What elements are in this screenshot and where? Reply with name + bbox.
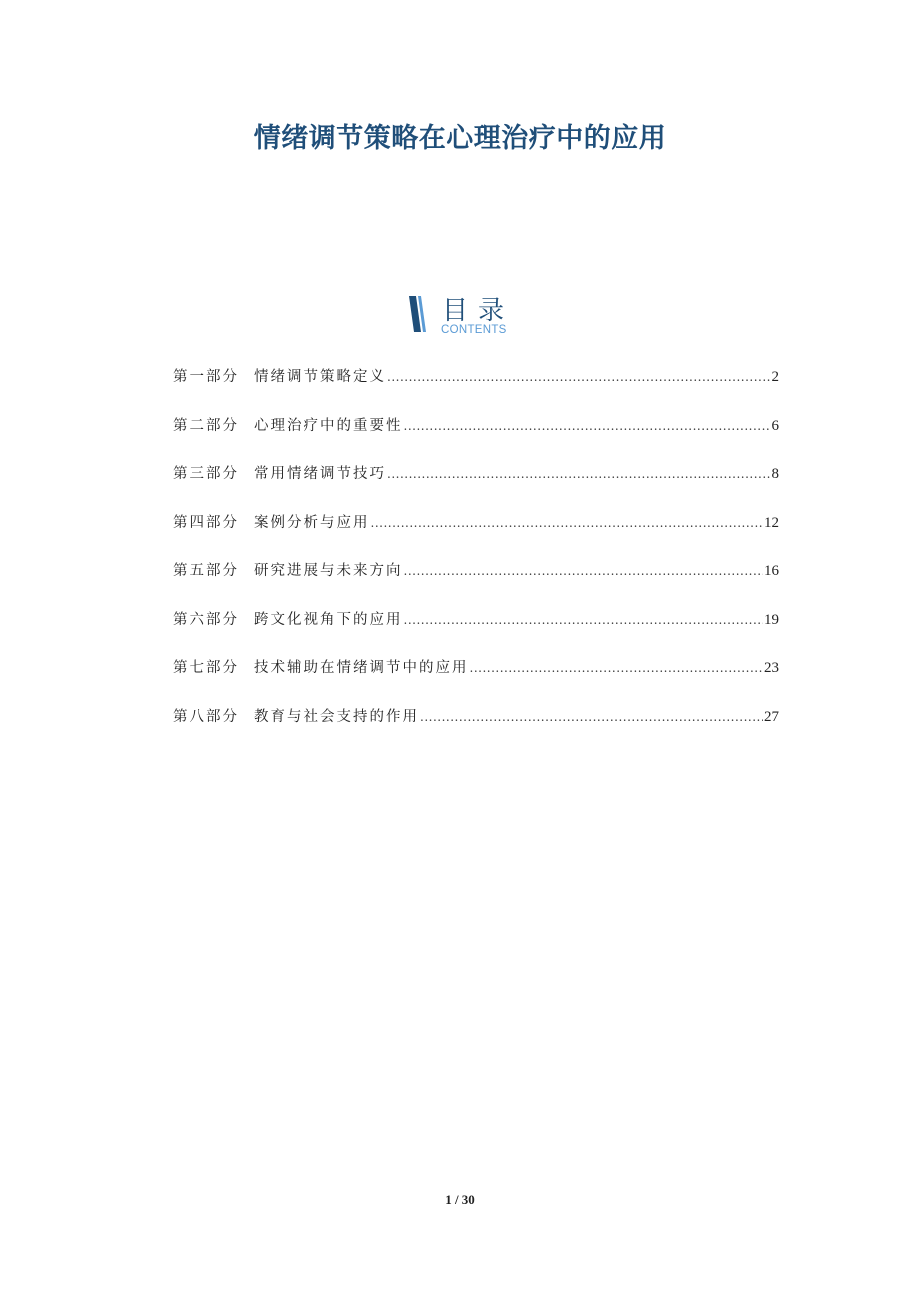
toc-dot-leader	[404, 607, 764, 633]
toc-entry-page: 19	[764, 611, 779, 628]
toc-entry-page: 2	[771, 369, 779, 385]
toc-entry-part: 第七部分	[173, 660, 239, 676]
toc-entry-title: 教育与社会支持的作用	[254, 708, 419, 725]
toc-subtitle: CONTENTS	[441, 324, 507, 336]
toc-header	[408, 292, 528, 342]
toc-entry[interactable]	[173, 704, 779, 753]
toc-entry-part: 第八部分	[173, 708, 239, 725]
toc-list	[173, 364, 779, 752]
toc-dot-leader	[371, 510, 764, 536]
toc-entry-page: 16	[764, 563, 779, 579]
toc-dot-leader	[470, 655, 764, 681]
toc-entry[interactable]	[173, 607, 779, 656]
toc-entry[interactable]	[173, 364, 779, 413]
toc-entry-page: 8	[771, 466, 779, 482]
page-number: 1 / 30	[445, 1192, 475, 1207]
toc-dot-leader	[404, 558, 764, 584]
toc-entry-title: 心理治疗中的重要性	[254, 417, 403, 434]
toc-entry-title: 案例分析与应用	[254, 514, 370, 531]
toc-entry-part: 第一部分	[173, 369, 239, 385]
toc-entry[interactable]	[173, 461, 779, 510]
toc-entry-page: 6	[771, 417, 779, 434]
toc-entry[interactable]	[173, 510, 779, 559]
document-title: 情绪调节策略在心理治疗中的应用	[253, 123, 667, 154]
toc-entry-part: 第二部分	[173, 417, 239, 434]
toc-entry-title: 情绪调节策略定义	[254, 369, 386, 385]
toc-title: 目录	[442, 296, 515, 326]
toc-dot-leader	[404, 413, 771, 439]
toc-entry-title: 研究进展与未来方向	[254, 563, 403, 579]
toc-entry-title: 常用情绪调节技巧	[254, 466, 386, 482]
toc-entry-part: 第四部分	[173, 514, 239, 531]
toc-entry-part: 第五部分	[173, 563, 239, 579]
toc-dot-leader	[420, 704, 763, 730]
toc-entry-title: 技术辅助在情绪调节中的应用	[254, 660, 469, 676]
slanted-bars-logo-icon	[408, 296, 432, 332]
toc-entry[interactable]	[173, 413, 779, 462]
toc-entry[interactable]	[173, 558, 779, 607]
toc-entry-page: 12	[764, 514, 779, 531]
toc-dot-leader	[387, 364, 771, 390]
toc-entry-part: 第六部分	[173, 611, 239, 628]
toc-entry-title: 跨文化视角下的应用	[254, 611, 403, 628]
toc-entry-part: 第三部分	[173, 466, 239, 482]
toc-entry[interactable]	[173, 655, 779, 704]
toc-entry-page: 27	[764, 708, 779, 725]
toc-dot-leader	[387, 461, 771, 487]
toc-entry-page: 23	[764, 660, 779, 676]
